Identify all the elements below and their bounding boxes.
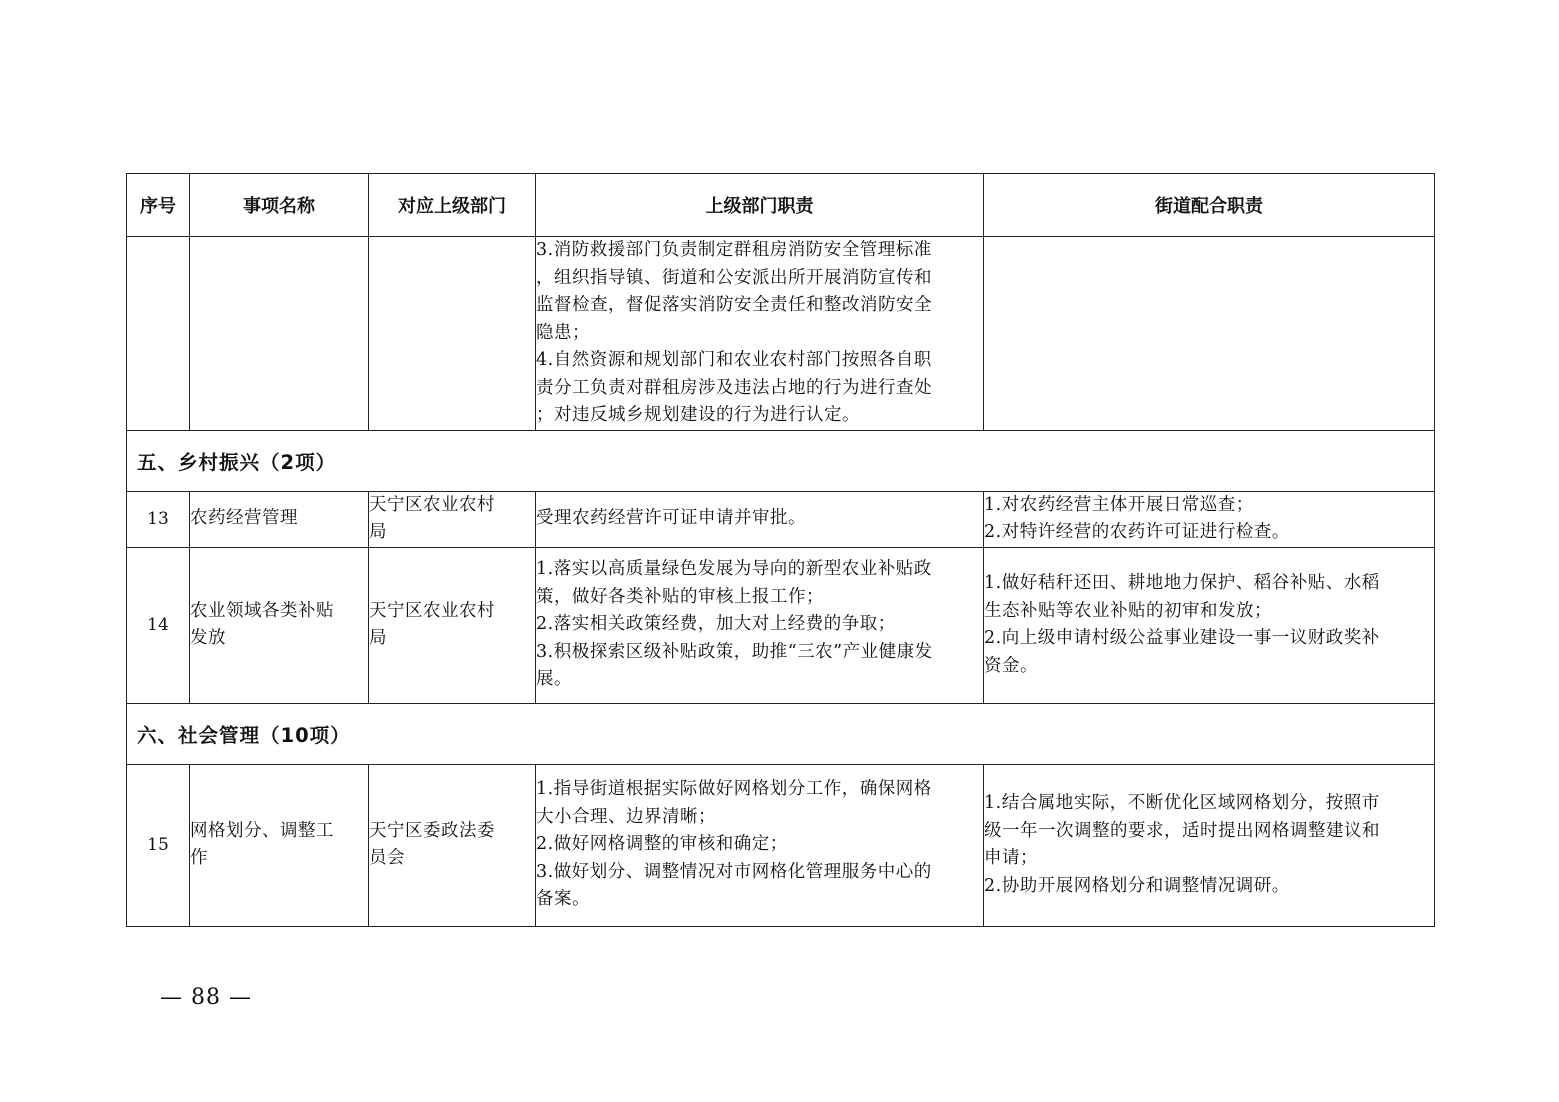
cell-name xyxy=(190,764,369,926)
cell-dept xyxy=(369,764,536,926)
section-title: 五、乡村振兴（2项） xyxy=(127,430,1435,491)
cell-street-duty xyxy=(984,491,1435,547)
cell-dept xyxy=(369,237,536,431)
section-title: 六、社会管理（10项） xyxy=(127,703,1435,764)
page-number: — 88 — xyxy=(160,985,252,1010)
cell-upper-duty xyxy=(536,491,984,547)
dept-line: 天宁区农业农村 xyxy=(369,494,495,515)
duty-line: 展。 xyxy=(536,669,572,690)
cell-dept xyxy=(369,491,536,547)
name-line: 农业领域各类补贴 xyxy=(190,600,334,621)
duty-line: 隐患； xyxy=(536,322,590,343)
duty-line: ，组织指导镇、街道和公安派出所开展消防宣传和 xyxy=(536,267,932,288)
cell-name xyxy=(190,547,369,703)
cell-name xyxy=(190,237,369,431)
coop-line: 1.对农药经营主体开展日常巡查； xyxy=(984,494,1254,515)
duty-line: ；对违反城乡规划建设的行为进行认定。 xyxy=(536,405,860,425)
table-header-row xyxy=(127,174,1435,237)
name-line: 农药经营管理 xyxy=(190,508,298,529)
duty-line: 策，做好各类补贴的审核上报工作； xyxy=(536,586,824,607)
duty-line: 受理农药经营许可证申请并审批。 xyxy=(536,508,806,529)
duty-line: 责分工负责对群租房涉及违法占地的行为进行查处 xyxy=(536,377,932,398)
header-upper-dept: 对应上级部门 xyxy=(369,174,536,237)
header-item-name: 事项名称 xyxy=(190,174,369,237)
duty-line: 4.自然资源和规划部门和农业农村部门按照各自职 xyxy=(536,350,932,370)
cell-street-duty xyxy=(984,764,1435,926)
cell-no: 13 xyxy=(127,491,190,547)
dept-line: 天宁区委政法委 xyxy=(369,820,495,841)
duty-line: 3.做好划分、调整情况对市网格化管理服务中心的 xyxy=(536,861,932,882)
duty-line: 大小合理、边界清晰； xyxy=(536,806,716,827)
dept-line: 员会 xyxy=(369,848,405,868)
table-row xyxy=(127,237,1435,431)
cell-no: 14 xyxy=(127,547,190,703)
coop-line: 资金。 xyxy=(984,655,1038,676)
coop-line: 生态补贴等农业补贴的初审和发放； xyxy=(984,600,1272,621)
duty-line: 备案。 xyxy=(536,889,590,910)
cell-no: 15 xyxy=(127,764,190,926)
table-row xyxy=(127,491,1435,547)
coop-line: 2.协助开展网格划分和调整情况调研。 xyxy=(984,875,1290,896)
duty-line: 3.积极探索区级补贴政策，助推“三农”产业健康发 xyxy=(536,641,933,662)
duty-line: 2.落实相关政策经费，加大对上经费的争取； xyxy=(536,614,896,635)
header-street-duty: 街道配合职责 xyxy=(984,174,1435,237)
table-row xyxy=(127,547,1435,703)
header-no: 序号 xyxy=(127,174,190,237)
duty-line: 1.指导街道根据实际做好网格划分工作，确保网格 xyxy=(536,779,932,800)
coop-line: 级一年一次调整的要求，适时提出网格调整建议和 xyxy=(984,820,1380,841)
coop-line: 2.向上级申请村级公益事业建设一事一议财政奖补 xyxy=(984,628,1380,648)
coop-line: 1.做好秸秆还田、耕地地力保护、稻谷补贴、水稻 xyxy=(984,573,1380,593)
coop-line: 1.结合属地实际，不断优化区域网格划分，按照市 xyxy=(984,793,1380,813)
cell-upper-duty xyxy=(536,547,984,703)
dept-line: 局 xyxy=(369,522,387,542)
duty-line: 监督检查，督促落实消防安全责任和整改消防安全 xyxy=(536,295,932,315)
responsibility-table xyxy=(126,173,1435,927)
header-upper-duty: 上级部门职责 xyxy=(536,174,984,237)
section-row xyxy=(127,430,1435,491)
dept-line: 天宁区农业农村 xyxy=(369,600,495,621)
coop-line: 申请； xyxy=(984,848,1038,868)
cell-name xyxy=(190,491,369,547)
cell-upper-duty xyxy=(536,764,984,926)
cell-upper-duty xyxy=(536,237,984,431)
cell-no xyxy=(127,237,190,431)
duty-line: 1.落实以高质量绿色发展为导向的新型农业补贴政 xyxy=(536,559,932,580)
duty-line: 2.做好网格调整的审核和确定； xyxy=(536,834,788,855)
coop-line: 2.对特许经营的农药许可证进行检查。 xyxy=(984,522,1290,542)
cell-street-duty xyxy=(984,237,1435,431)
name-line: 作 xyxy=(190,848,208,868)
cell-dept xyxy=(369,547,536,703)
section-row xyxy=(127,703,1435,764)
dept-line: 局 xyxy=(369,628,387,648)
name-line: 发放 xyxy=(190,628,226,648)
table-row xyxy=(127,764,1435,926)
name-line: 网格划分、调整工 xyxy=(190,820,334,841)
duty-line: 3.消防救援部门负责制定群租房消防安全管理标准 xyxy=(536,240,932,260)
cell-street-duty xyxy=(984,547,1435,703)
